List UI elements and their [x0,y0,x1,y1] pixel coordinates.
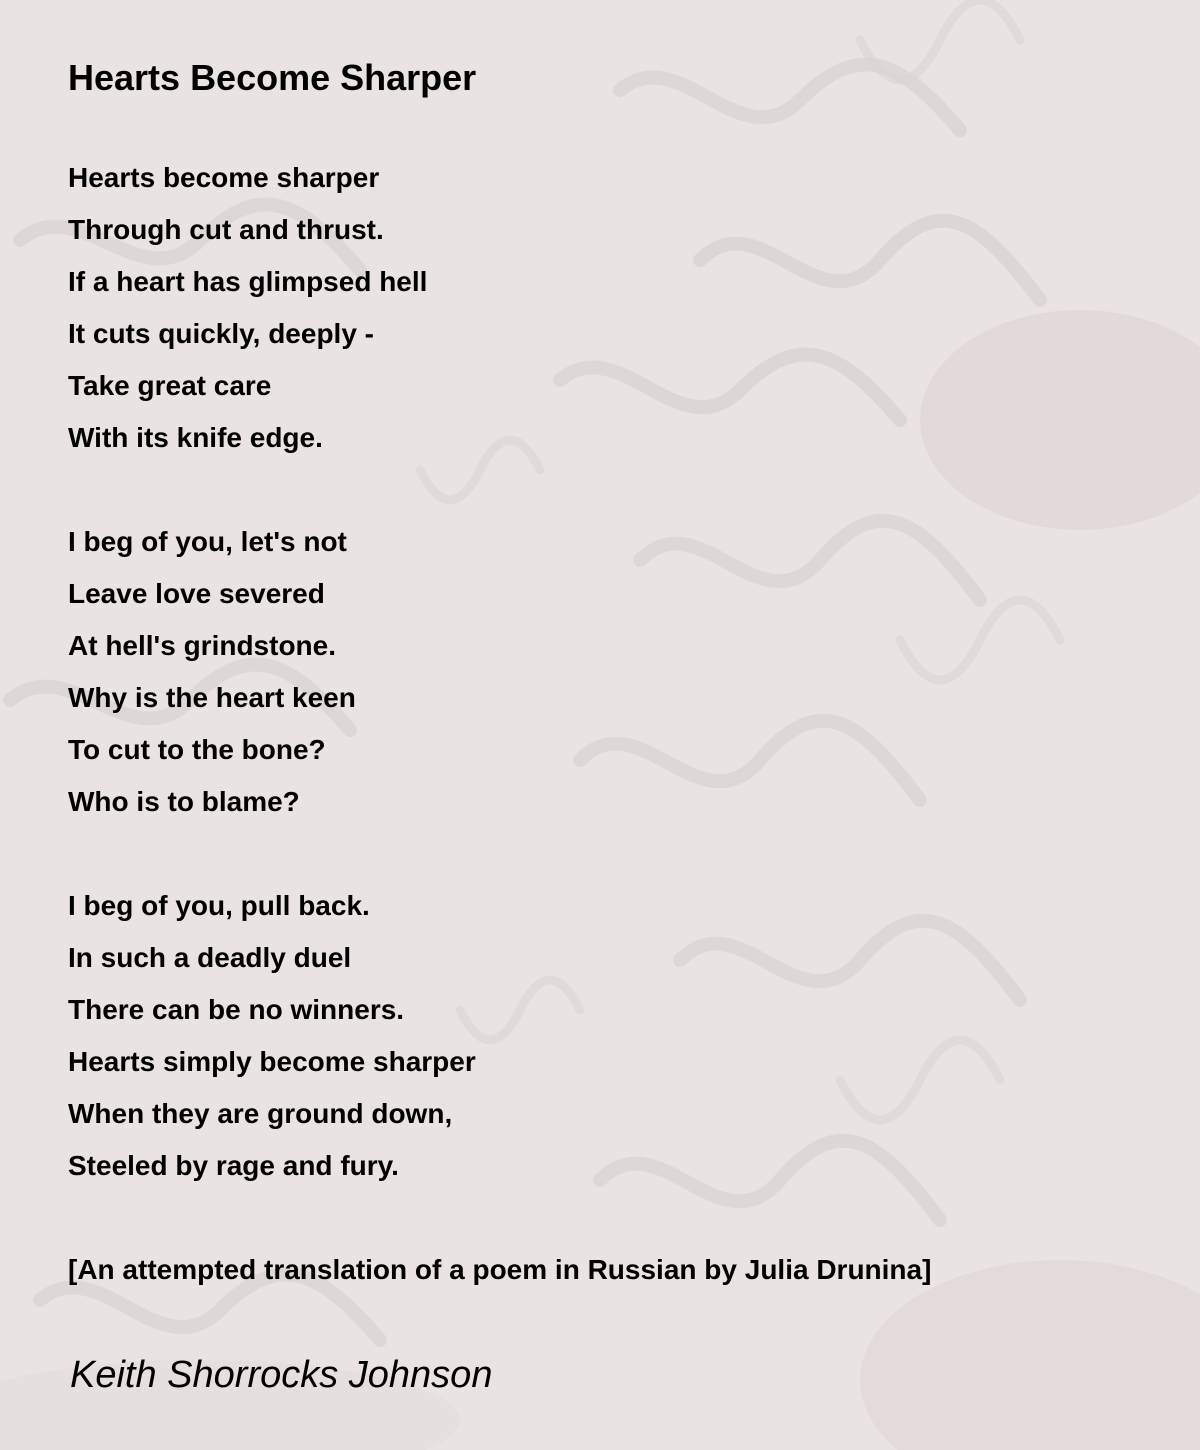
poem-line: When they are ground down, [68,1098,453,1129]
stanza-1 [68,152,1168,464]
poem-line: Steeled by rage and fury. [68,1150,399,1181]
stanza-2 [68,516,1168,828]
poem-line: At hell's grindstone. [68,630,337,661]
poem-line: Hearts simply become sharper [68,1046,476,1077]
poem-line: It cuts quickly, deeply - [68,318,375,349]
stanza-3 [68,880,1168,1192]
poem-line: If a heart has glimpsed hell [68,266,428,297]
poem-line: In such a deadly duel [68,942,352,973]
author-name: Keith Shorrocks Johnson [70,1354,493,1396]
translation-note: [An attempted translation of a poem in Russian by Julia Drunina] [68,1254,932,1285]
poem-line: Take great care [68,370,272,401]
poem-line: There can be no winners. [68,994,405,1025]
poem-line: I beg of you, let's not [68,526,347,557]
poem-line: With its knife edge. [68,422,323,453]
poem-title: Hearts Become Sharper [68,57,477,98]
poem-body [68,152,1168,1296]
poem-line: I beg of you, pull back. [68,890,370,921]
poem-line: Why is the heart keen [68,682,356,713]
poem-line: To cut to the bone? [68,734,326,765]
poem-line: Leave love severed [68,578,325,609]
poem-line: Hearts become sharper [68,162,380,193]
poem-line: Through cut and thrust. [68,214,384,245]
poem-line: Who is to blame? [68,786,300,817]
